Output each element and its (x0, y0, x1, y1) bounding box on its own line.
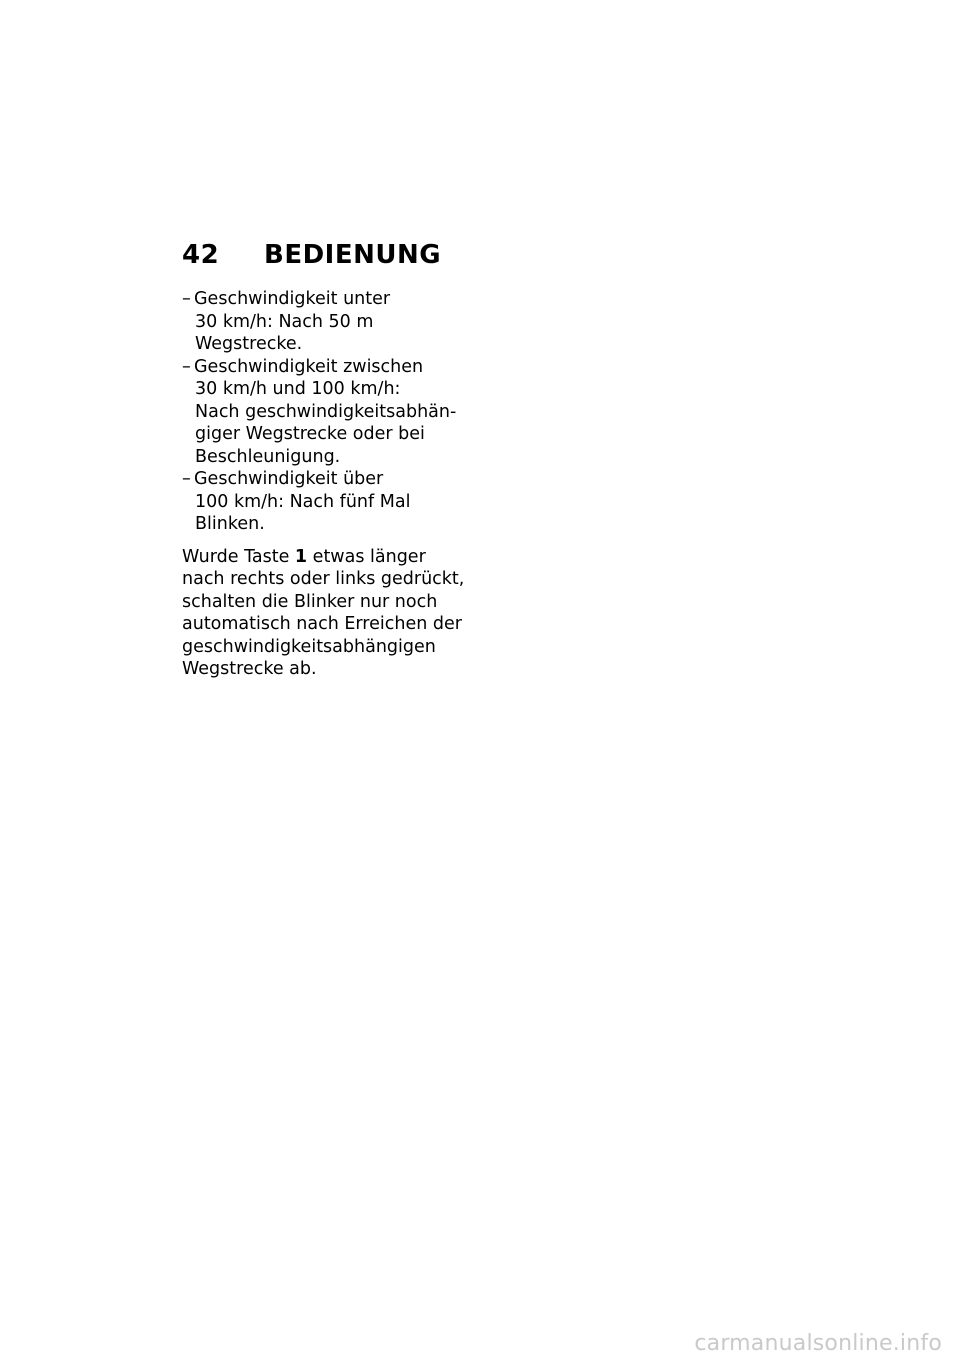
text-line: Nach geschwindigkeitsabhän- (195, 401, 457, 422)
section-title: BEDIENUNG (264, 240, 442, 270)
page-content (182, 288, 472, 681)
text-fragment: etwas länger (307, 546, 426, 567)
button-reference-number: 1 (294, 546, 308, 567)
body-paragraph (182, 546, 472, 681)
text-line: geschwindigkeitsabhängigen (182, 636, 436, 657)
text-line: 30 km/h und 100 km/h: (195, 379, 401, 399)
dash-marker: – (182, 356, 191, 377)
page-header (182, 240, 441, 270)
dash-marker: – (182, 289, 191, 309)
list-item (182, 468, 472, 536)
text-line: Wegstrecke. (195, 334, 303, 354)
text-line: Geschwindigkeit zwischen (194, 356, 424, 377)
text-line: schalten die Blinker nur noch (182, 591, 438, 612)
text-line: Blinken. (195, 514, 265, 534)
text-line: Geschwindigkeit unter (194, 289, 391, 309)
text-line (182, 546, 472, 569)
text-fragment: Wurde Taste (182, 546, 295, 567)
text-line: giger Wegstrecke oder bei (195, 424, 425, 444)
page-number: 42 (182, 240, 220, 270)
dash-marker: – (182, 469, 191, 489)
watermark: carmanualsonline.info (694, 1331, 942, 1356)
text-line: 100 km/h: Nach fünf Mal (195, 491, 411, 512)
bullet-list (182, 288, 472, 536)
text-line: 30 km/h: Nach 50 m (195, 311, 374, 332)
text-line: nach rechts oder links gedrückt, (182, 569, 465, 589)
list-item (182, 288, 472, 356)
text-line: Geschwindigkeit über (194, 469, 384, 489)
text-line: Beschleunigung. (195, 446, 341, 467)
text-line: Wegstrecke ab. (182, 659, 317, 679)
list-item (182, 356, 472, 469)
text-line: automatisch nach Erreichen der (182, 614, 462, 634)
